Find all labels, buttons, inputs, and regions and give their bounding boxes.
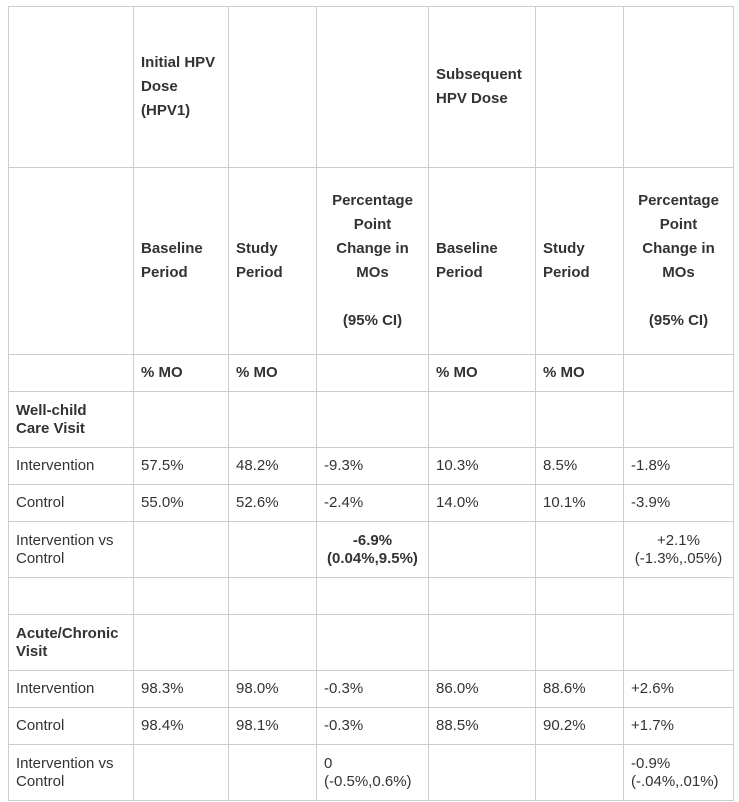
baseline-value: 57.5% [134, 448, 229, 485]
empty-cell [624, 355, 734, 392]
header-row-periods [9, 168, 734, 355]
row-label: Control [9, 708, 134, 745]
change-value: -2.4% [317, 485, 429, 522]
table-row [9, 485, 734, 522]
table-row-comparison [9, 522, 734, 578]
baseline-period-header-1: Baseline Period [134, 168, 229, 355]
study-value: 48.2% [229, 448, 317, 485]
header-row-units [9, 355, 734, 392]
baseline-value: 55.0% [134, 485, 229, 522]
study-value: 90.2% [536, 708, 624, 745]
empty-cell [536, 7, 624, 168]
row-label: Intervention [9, 671, 134, 708]
empty-cell [317, 355, 429, 392]
change-comparison-value: -6.9% (0.04%,9.5%) [317, 522, 429, 578]
row-label: Control [9, 485, 134, 522]
section-title-acute-chronic: Acute/Chronic Visit [9, 615, 134, 671]
baseline-value: 88.5% [429, 708, 536, 745]
study-period-header-1: Study Period [229, 168, 317, 355]
pct-mo-header-1: % MO [134, 355, 229, 392]
baseline-value: 10.3% [429, 448, 536, 485]
study-value: 98.0% [229, 671, 317, 708]
row-label: Intervention [9, 448, 134, 485]
study-period-header-2: Study Period [536, 168, 624, 355]
change-value: -3.9% [624, 485, 734, 522]
change-header-2: Percentage Point Change in MOs (95% CI) [624, 168, 734, 355]
study-value: 10.1% [536, 485, 624, 522]
initial-hpv-dose-header: Initial HPV Dose (HPV1) [134, 7, 229, 168]
change-value: +1.7% [624, 708, 734, 745]
header-row-dose-groups [9, 7, 734, 168]
change-value: -0.3% [317, 671, 429, 708]
empty-cell [9, 7, 134, 168]
ci-label-1: (95% CI) [342, 312, 403, 329]
section-title-row [9, 615, 734, 671]
empty-cell [9, 168, 134, 355]
empty-cell [229, 7, 317, 168]
subsequent-hpv-dose-header: Subsequent HPV Dose [429, 7, 536, 168]
spacer-row [9, 578, 734, 615]
pct-mo-header-2: % MO [229, 355, 317, 392]
empty-cell [317, 7, 429, 168]
change-value: -9.3% [317, 448, 429, 485]
table-row [9, 708, 734, 745]
pct-mo-header-3: % MO [429, 355, 536, 392]
empty-cell [624, 7, 734, 168]
study-value: 52.6% [229, 485, 317, 522]
change-comparison-value: +2.1% (-1.3%,.05%) [624, 522, 734, 578]
pct-mo-header-4: % MO [536, 355, 624, 392]
change-value: -0.3% [317, 708, 429, 745]
ci-label-2: (95% CI) [648, 312, 709, 329]
baseline-value: 86.0% [429, 671, 536, 708]
change-comparison-value: 0 (-0.5%,0.6%) [317, 745, 429, 801]
table-row-comparison [9, 745, 734, 801]
row-label: Intervention vs Control [9, 745, 134, 801]
study-value: 98.1% [229, 708, 317, 745]
section-title-row [9, 392, 734, 448]
change-value: +2.6% [624, 671, 734, 708]
empty-cell [9, 355, 134, 392]
baseline-value: 98.4% [134, 708, 229, 745]
baseline-period-header-2: Baseline Period [429, 168, 536, 355]
row-label: Intervention vs Control [9, 522, 134, 578]
hpv-mo-table [8, 6, 734, 801]
table-row [9, 448, 734, 485]
change-comparison-value: -0.9% (-.04%,.01%) [624, 745, 734, 801]
table-row [9, 671, 734, 708]
section-title-well-child: Well-child Care Visit [9, 392, 134, 448]
baseline-value: 98.3% [134, 671, 229, 708]
change-header-1: Percentage Point Change in MOs (95% CI) [317, 168, 429, 355]
study-value: 8.5% [536, 448, 624, 485]
baseline-value: 14.0% [429, 485, 536, 522]
change-value: -1.8% [624, 448, 734, 485]
study-value: 88.6% [536, 671, 624, 708]
